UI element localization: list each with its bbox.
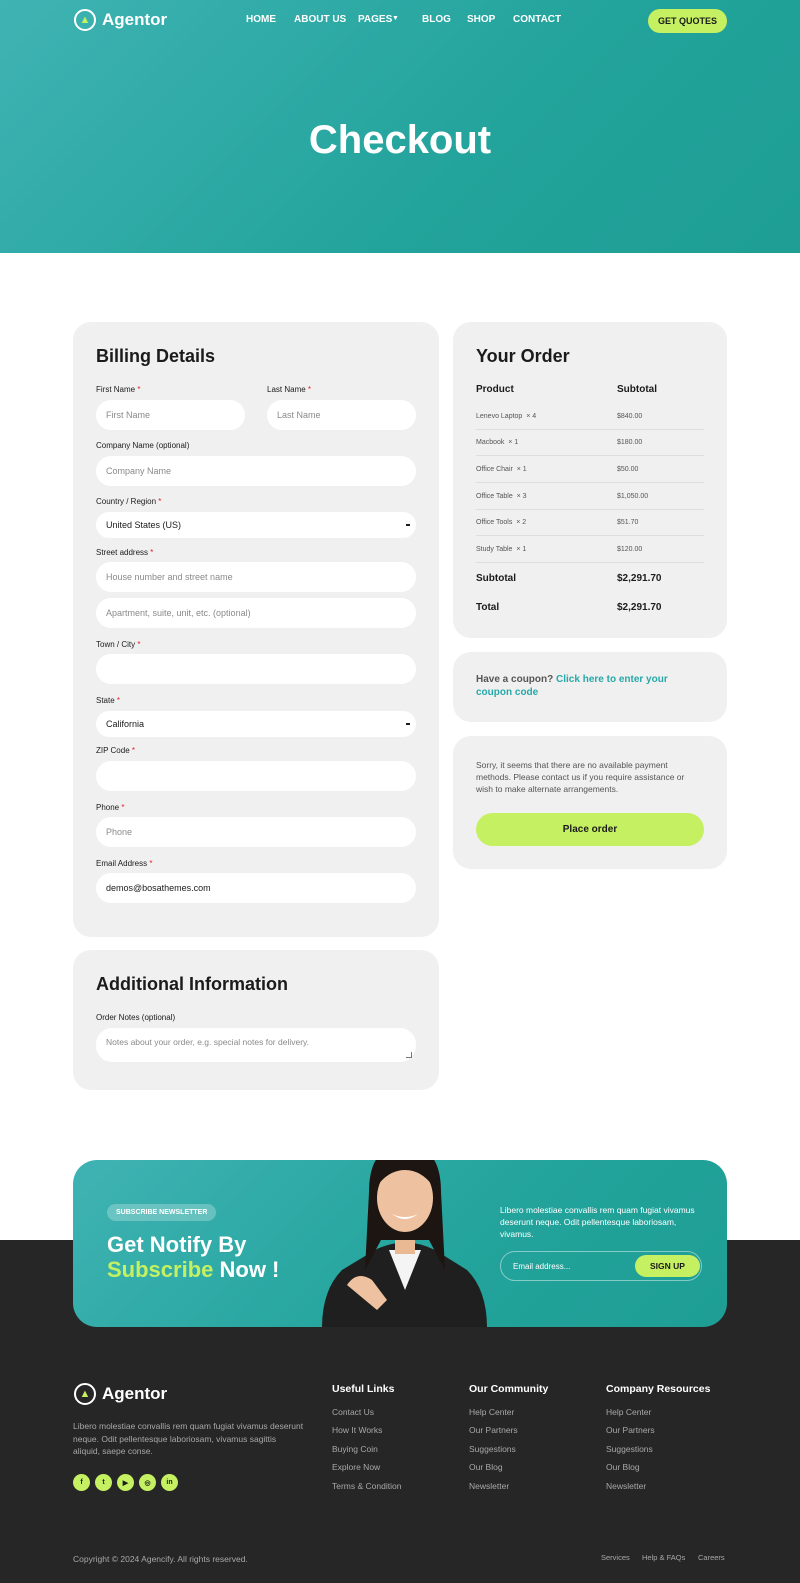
state-label: State * <box>96 696 121 705</box>
footer-link[interactable]: Contact Us <box>332 1407 375 1417</box>
email-label: Email Address * <box>96 859 153 868</box>
town-label: Town / City * <box>96 640 141 649</box>
facebook-icon[interactable]: f <box>73 1474 90 1491</box>
order-row: Office Tools × 2 $51.70 <box>476 510 704 536</box>
subtotal-value: $2,291.70 <box>617 573 662 584</box>
nav-shop[interactable]: SHOP <box>467 14 496 25</box>
order-row: Study Table × 1 $120.00 <box>476 537 704 563</box>
footer-link[interactable]: Our Partners <box>606 1425 655 1435</box>
footer-column-title: Company Resources <box>606 1383 711 1395</box>
additional-info-title: Additional Information <box>96 974 288 994</box>
newsletter-text: Libero molestiae convallis rem quam fugiat vivamus deserunt neque. Odit pellentesque laboriosam, vivamus. <box>500 1205 695 1239</box>
order-row: Office Table × 3 $1,050.00 <box>476 484 704 510</box>
footer-link[interactable]: Buying Coin <box>332 1444 378 1454</box>
company-label: Company Name (optional) <box>96 441 190 450</box>
footer-link[interactable]: Suggestions <box>469 1444 516 1454</box>
order-notes-textarea[interactable]: Notes about your order, e.g. special notes for delivery. <box>96 1028 416 1062</box>
footer-column-useful-links <box>332 1383 402 1491</box>
nav-home[interactable]: HOME <box>246 14 276 25</box>
footer-brand-logo[interactable] <box>74 1383 167 1405</box>
billing-title: Billing Details <box>96 346 216 366</box>
street-label: Street address * <box>96 548 154 557</box>
order-title: Your Order <box>476 346 570 366</box>
linkedin-icon[interactable]: in <box>161 1474 178 1491</box>
order-notes-label: Order Notes (optional) <box>96 1013 176 1022</box>
logo-icon: ▲ <box>74 9 96 31</box>
last-name-label: Last Name * <box>267 385 312 394</box>
bottom-link-help-faqs[interactable]: Help & FAQs <box>642 1553 686 1562</box>
nav-contact[interactable]: CONTACT <box>513 14 562 25</box>
nav-blog[interactable]: BLOG <box>422 14 451 25</box>
product-column-header: Product <box>476 384 514 395</box>
order-row: Office Chair × 1 $50.00 <box>476 457 704 483</box>
bottom-link-careers[interactable]: Careers <box>698 1553 725 1562</box>
twitter-icon[interactable]: t <box>95 1474 112 1491</box>
instagram-icon[interactable]: ◎ <box>139 1474 156 1491</box>
state-select[interactable]: California <box>96 711 416 737</box>
social-links <box>73 1474 178 1491</box>
footer-column-title: Our Community <box>469 1383 549 1395</box>
town-input[interactable] <box>96 654 416 684</box>
bottom-link-services[interactable]: Services <box>601 1553 630 1562</box>
zip-label: ZIP Code * <box>96 746 136 755</box>
nav-about-us[interactable]: ABOUT US <box>294 14 347 25</box>
subtotal-label: Subtotal <box>476 573 516 584</box>
page-title: Checkout <box>308 118 492 162</box>
sign-up-button[interactable]: SIGN UP <box>635 1255 700 1277</box>
chevron-down-icon: ▼ <box>392 15 399 22</box>
total-label: Total <box>476 602 500 613</box>
copyright: Copyright © 2024 Agencify. All rights reserved. <box>73 1554 248 1564</box>
footer-link[interactable]: Newsletter <box>606 1481 647 1491</box>
footer-description: Libero molestiae convallis rem quam fugiat vivamus deserunt neque. Odit pellentesque laboriosam, vivamus sagittis aliquid, saepe conse. <box>73 1421 304 1456</box>
nav-pages[interactable]: PAGES <box>358 14 393 25</box>
first-name-input[interactable]: First Name <box>96 400 245 430</box>
footer-column-title: Useful Links <box>332 1383 395 1395</box>
footer-brand-name: Agentor <box>102 1384 168 1403</box>
footer-link[interactable]: How It Works <box>332 1425 383 1435</box>
footer-link[interactable]: Help Center <box>606 1407 652 1417</box>
apartment-input[interactable]: Apartment, suite, unit, etc. (optional) <box>96 598 416 628</box>
place-order-button[interactable]: Place order <box>476 813 704 846</box>
footer-column-our-community <box>469 1383 549 1491</box>
footer-column-company-resources <box>606 1383 711 1491</box>
payment-notice: Sorry, it seems that there are no available payment methods. Please contact us if you require assistance or wish to make alternate arrangements. <box>476 760 685 794</box>
zip-input[interactable] <box>96 761 416 791</box>
footer-link[interactable]: Our Blog <box>606 1462 640 1472</box>
get-quotes-button[interactable]: GET QUOTES <box>648 9 727 33</box>
coupon-link[interactable]: Click here to enter your coupon code <box>476 674 668 698</box>
phone-label: Phone * <box>96 803 125 812</box>
subtotal-column-header: Subtotal <box>617 384 657 395</box>
country-select[interactable]: United States (US) <box>96 512 416 538</box>
footer-link[interactable]: Explore Now <box>332 1462 381 1472</box>
logo-icon: ▲ <box>74 1383 96 1405</box>
brand-logo[interactable] <box>74 9 167 31</box>
first-name-label: First Name * <box>96 385 141 394</box>
footer-link[interactable]: Our Partners <box>469 1425 518 1435</box>
payment-card <box>453 736 727 869</box>
last-name-input[interactable]: Last Name <box>267 400 416 430</box>
footer-link[interactable]: Our Blog <box>469 1462 503 1472</box>
email-input[interactable]: demos@bosathemes.com <box>96 873 416 903</box>
country-label: Country / Region * <box>96 497 162 506</box>
newsletter-badge: SUBSCRIBE NEWSLETTER <box>107 1204 216 1221</box>
company-input[interactable]: Company Name <box>96 456 416 486</box>
hero-banner <box>0 0 800 253</box>
brand-name: Agentor <box>102 10 168 29</box>
phone-input[interactable]: Phone <box>96 817 416 847</box>
newsletter-banner <box>73 1160 727 1327</box>
newsletter-heading: Get Notify By Subscribe Now ! <box>107 1232 280 1282</box>
total-value: $2,291.70 <box>617 602 662 613</box>
youtube-icon[interactable]: ▶ <box>117 1474 134 1491</box>
order-row: Lenevo Laptop × 4 $840.00 <box>476 404 704 430</box>
footer-link[interactable]: Terms & Condition <box>332 1481 402 1491</box>
footer-link[interactable]: Newsletter <box>469 1481 510 1491</box>
footer-link[interactable]: Suggestions <box>606 1444 653 1454</box>
person-illustration <box>317 1160 492 1327</box>
coupon-text: Have a coupon? Click here to enter your coupon code <box>476 674 668 698</box>
street-input[interactable]: House number and street name <box>96 562 416 592</box>
newsletter-email-input[interactable]: Email address... <box>500 1251 702 1281</box>
footer-link[interactable]: Help Center <box>469 1407 515 1417</box>
order-row: Macbook × 1 $180.00 <box>476 430 704 456</box>
